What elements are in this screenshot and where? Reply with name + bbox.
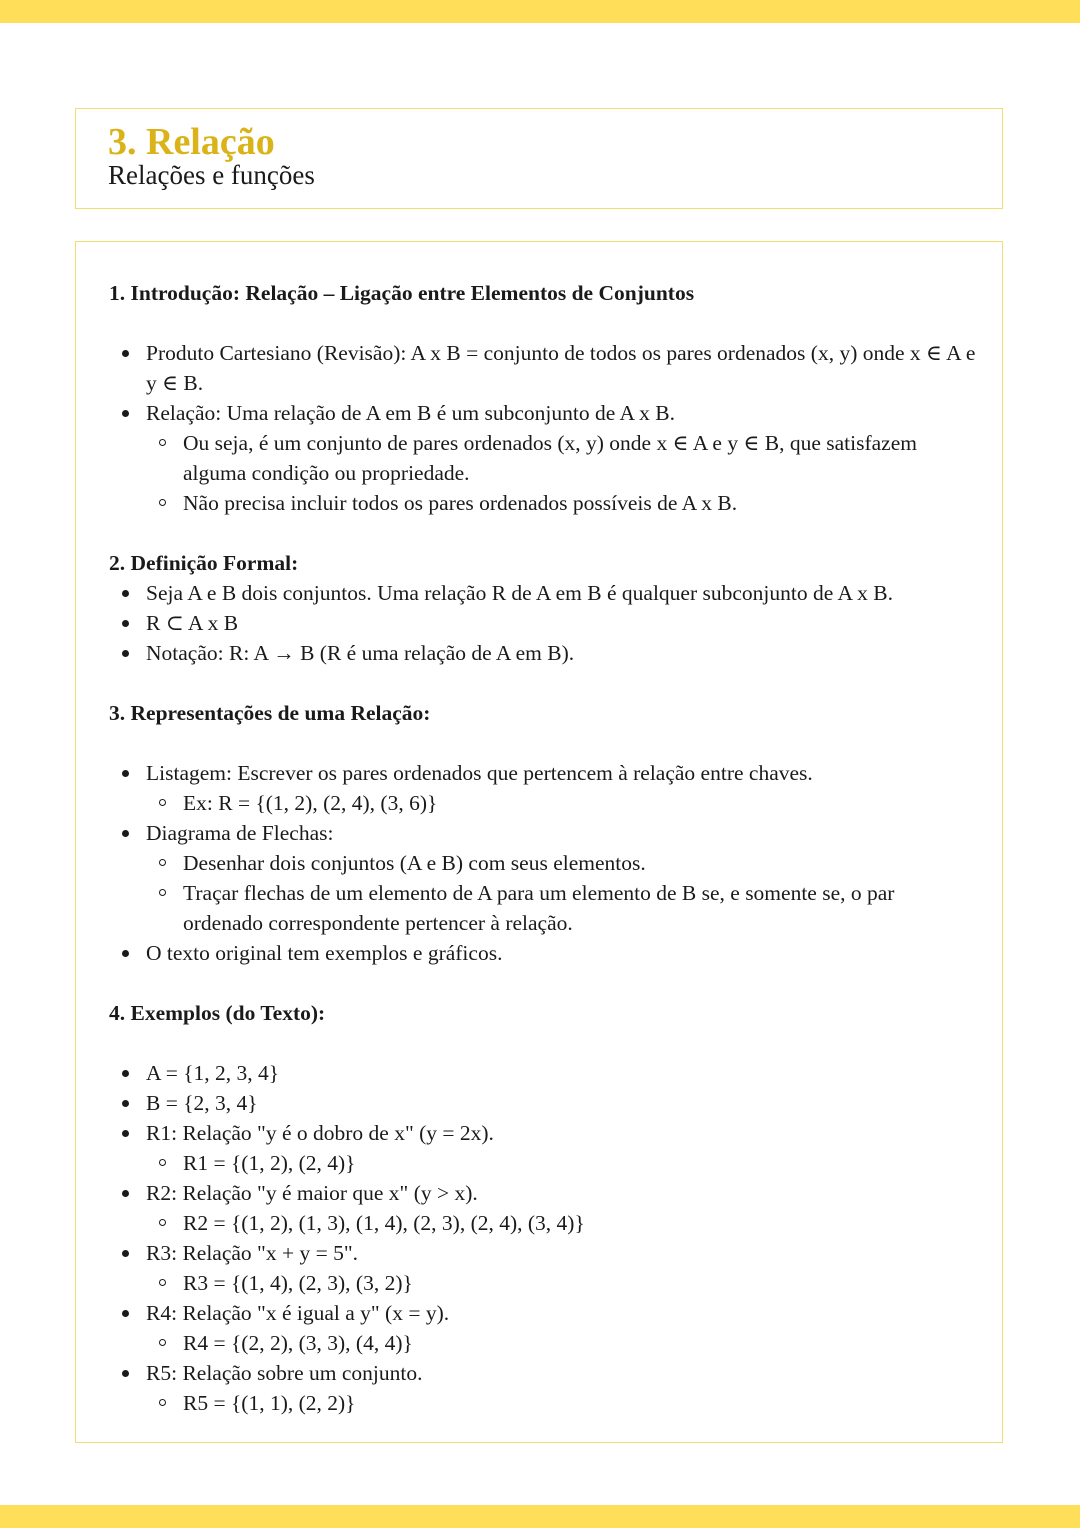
list-item <box>109 818 979 938</box>
list-item <box>109 638 979 668</box>
list-item-text: B = {2, 3, 4} <box>146 1091 258 1115</box>
list-item-text: R2: Relação "y é maior que x" (y > x). <box>146 1181 478 1205</box>
sub-list-item-text: R1 = {(1, 2), (2, 4)} <box>183 1151 356 1175</box>
bullet-dot-icon <box>122 830 129 837</box>
bullet-list <box>109 578 979 668</box>
list-item-text: R ⊂ A x B <box>146 611 239 635</box>
list-item <box>109 938 979 968</box>
bullet-dot-icon <box>122 650 129 657</box>
section-heading: 1. Introdução: Relação – Ligação entre Elementos de Conjuntos <box>109 281 695 305</box>
list-item-text: Notação: R: A → B (R é uma relação de A em B). <box>146 641 575 665</box>
list-item-text: Relação: Uma relação de A em B é um subconjunto de A x B. <box>146 401 676 425</box>
bullet-dot-icon <box>122 1370 129 1377</box>
bullet-dot-icon <box>122 620 129 627</box>
page-subtitle: Relações e funções <box>108 160 315 190</box>
sub-list-item <box>146 488 979 518</box>
sub-list-item-text: Ou seja, é um conjunto de pares ordenados (x, y) onde x ∈ A e y ∈ B, que satisfazem alguma condição ou propriedade. <box>183 431 917 485</box>
sub-list <box>146 1148 979 1178</box>
sub-list <box>146 1208 979 1238</box>
content-box <box>75 241 1003 1443</box>
list-item-text: Diagrama de Flechas: <box>146 821 334 845</box>
sub-list-item <box>146 1148 979 1178</box>
sub-list <box>146 848 979 938</box>
sub-list-item-text: Desenhar dois conjuntos (A e B) com seus elementos. <box>183 851 646 875</box>
list-item <box>109 1088 979 1118</box>
bullet-dot-icon <box>122 590 129 597</box>
section-heading: 2. Definição Formal: <box>109 551 299 575</box>
bullet-dot-icon <box>122 1070 129 1077</box>
list-item-text: A = {1, 2, 3, 4} <box>146 1061 280 1085</box>
bullet-circle-icon <box>159 1159 166 1166</box>
sub-list <box>146 428 979 518</box>
bullet-dot-icon <box>122 1250 129 1257</box>
sub-list <box>146 1328 979 1358</box>
list-item <box>109 1358 979 1418</box>
sub-list-item-text: R4 = {(2, 2), (3, 3), (4, 4)} <box>183 1331 413 1355</box>
list-item-text: R1: Relação "y é o dobro de x" (y = 2x). <box>146 1121 494 1145</box>
list-item-text: R4: Relação "x é igual a y" (x = y). <box>146 1301 450 1325</box>
sub-list-item <box>146 878 979 938</box>
list-item <box>109 1238 979 1298</box>
bullet-circle-icon <box>159 799 166 806</box>
bullet-circle-icon <box>159 859 166 866</box>
bullet-dot-icon <box>122 350 129 357</box>
list-item <box>109 578 979 608</box>
bullet-list <box>109 758 979 968</box>
sub-list-item <box>146 428 979 488</box>
bullet-circle-icon <box>159 1219 166 1226</box>
sub-list-item <box>146 788 979 818</box>
list-item-text: Produto Cartesiano (Revisão): A x B = conjunto de todos os pares ordenados (x, y) onde x ∈ A e y ∈ B. <box>146 341 976 395</box>
bullet-dot-icon <box>122 1130 129 1137</box>
sub-list-item-text: Não precisa incluir todos os pares ordenados possíveis de A x B. <box>183 491 738 515</box>
sub-list-item-text: Traçar flechas de um elemento de A para um elemento de B se, e somente se, o par ordenado correspondente pertencer à relação. <box>183 881 895 935</box>
bullet-list <box>109 338 979 518</box>
list-item-text: Listagem: Escrever os pares ordenados que pertencem à relação entre chaves. <box>146 761 813 785</box>
sub-list-item-text: Ex: R = {(1, 2), (2, 4), (3, 6)} <box>183 791 438 815</box>
sub-list-item <box>146 1268 979 1298</box>
bullet-dot-icon <box>122 1190 129 1197</box>
bullet-circle-icon <box>159 889 166 896</box>
content-body <box>109 278 979 1418</box>
bullet-circle-icon <box>159 1339 166 1346</box>
list-item-text: Seja A e B dois conjuntos. Uma relação R de A em B é qualquer subconjunto de A x B. <box>146 581 894 605</box>
bullet-circle-icon <box>159 499 166 506</box>
list-item-text: R3: Relação "x + y = 5". <box>146 1241 358 1265</box>
bullet-dot-icon <box>122 950 129 957</box>
page-title: 3. Relação <box>108 121 275 163</box>
list-item <box>109 1118 979 1178</box>
list-item <box>109 1298 979 1358</box>
bullet-dot-icon <box>122 1310 129 1317</box>
sub-list-item-text: R2 = {(1, 2), (1, 3), (1, 4), (2, 3), (2, 4), (3, 4)} <box>183 1211 585 1235</box>
bullet-dot-icon <box>122 1100 129 1107</box>
list-item <box>109 608 979 638</box>
bullet-dot-icon <box>122 770 129 777</box>
sub-list-item-text: R3 = {(1, 4), (2, 3), (3, 2)} <box>183 1271 413 1295</box>
section-heading: 4. Exemplos (do Texto): <box>109 1001 326 1025</box>
sub-list-item <box>146 1328 979 1358</box>
bullet-list <box>109 1058 979 1418</box>
sub-list-item <box>146 1208 979 1238</box>
list-item <box>109 1178 979 1238</box>
bullet-circle-icon <box>159 439 166 446</box>
bullet-dot-icon <box>122 410 129 417</box>
bullet-circle-icon <box>159 1279 166 1286</box>
list-item-text: R5: Relação sobre um conjunto. <box>146 1361 423 1385</box>
list-item <box>109 338 979 398</box>
list-item <box>109 1058 979 1088</box>
top-accent-band <box>0 0 1080 23</box>
header-box <box>75 108 1003 209</box>
list-item-text: O texto original tem exemplos e gráficos. <box>146 941 503 965</box>
sub-list-item <box>146 1388 979 1418</box>
sub-list <box>146 1388 979 1418</box>
sub-list-item-text: R5 = {(1, 1), (2, 2)} <box>183 1391 356 1415</box>
sub-list-item <box>146 848 979 878</box>
list-item <box>109 758 979 818</box>
bottom-accent-band <box>0 1505 1080 1528</box>
section-heading: 3. Representações de uma Relação: <box>109 701 431 725</box>
list-item <box>109 398 979 518</box>
sub-list <box>146 1268 979 1298</box>
sub-list <box>146 788 979 818</box>
bullet-circle-icon <box>159 1399 166 1406</box>
